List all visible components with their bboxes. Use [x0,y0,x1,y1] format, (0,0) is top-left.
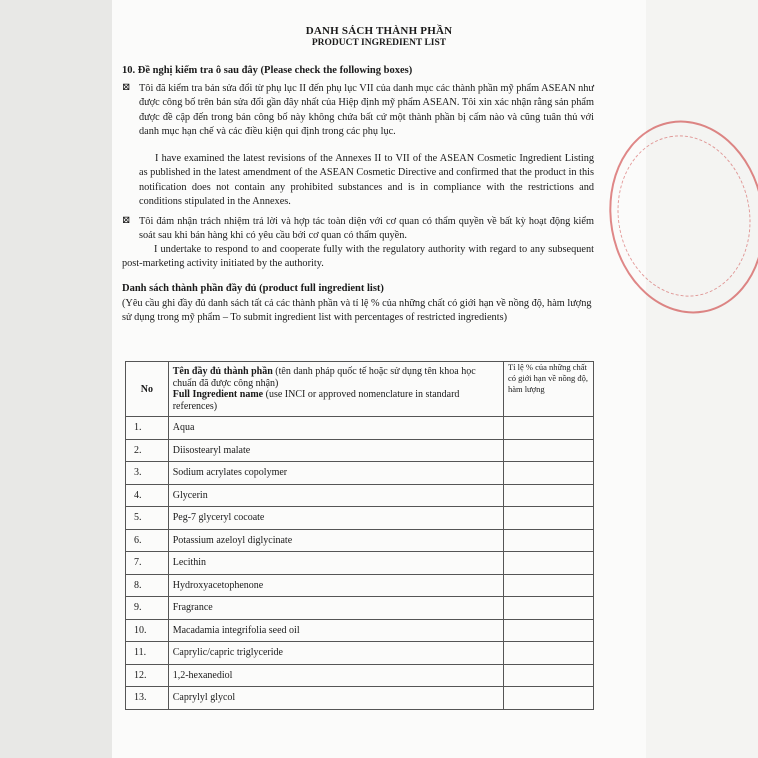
full-ingredient-list-heading: Danh sách thành phần đầy đủ (product full ingredient list) [122,283,384,294]
declaration-paragraph-2-vi: Tôi đảm nhận trách nhiệm trả lời và hợp tác toàn diện với cơ quan có thẩm quyền về bất kỳ hoạt động kiểm soát sau khi bán hàng khi có yêu cầu bởi cơ quan có thẩm quyền. [139,216,594,242]
header-no: No [126,362,169,417]
header-percentage: Tỉ lệ % của những chất có giới hạn về nồng độ, hàm lượng [503,362,593,417]
header-ingredient-name [168,362,503,417]
table-row [126,664,594,687]
table-row [126,507,594,530]
full-ingredient-list-note: (Yêu cầu ghi đầy đủ danh sách tất cả các thành phần và tỉ lệ % của những chất có giới hạn về nồng độ, hàm lượng sử dụng trong mỹ phẩm – To submit ingredient list with percentages of restricted ingredients) [122,298,592,324]
ingredient-percentage [503,597,593,620]
table-row [126,417,594,440]
table-row [126,619,594,642]
row-number: 3. [126,462,169,485]
ingredient-percentage [503,642,593,665]
ingredient-name: Aqua [168,417,503,440]
row-number: 8. [126,574,169,597]
adjacent-page-margin [646,0,758,758]
row-number: 11. [126,642,169,665]
row-number: 10. [126,619,169,642]
ingredient-percentage [503,484,593,507]
document-title: DANH SÁCH THÀNH PHẦN [305,25,453,37]
row-number: 6. [126,529,169,552]
ingredient-name: Caprylyl glycol [168,687,503,710]
document-subtitle: PRODUCT INGREDIENT LIST [311,38,447,48]
table-row [126,574,594,597]
row-number: 7. [126,552,169,575]
ingredient-percentage [503,462,593,485]
table-row [126,597,594,620]
header-name-vi-rest: (tên danh pháp quốc tế hoặc sử dụng tên khoa học chuẩn đã được công nhận) [172,366,476,389]
table-row [126,552,594,575]
ingredient-percentage [503,687,593,710]
row-number: 12. [126,664,169,687]
declaration-paragraph-2-en: I undertake to respond to and cooperate fully with the regulatory authority with regard to any subsequent post-marketing activity initiated by the authority. [122,244,594,270]
ingredient-name: Fragrance [168,597,503,620]
table-header-row [126,362,594,417]
table-row [126,462,594,485]
header-name-en-rest: (use INCI or approved nomenclature in standard references) [172,389,460,412]
row-number: 2. [126,439,169,462]
table-row [126,529,594,552]
ingredient-name: Glycerin [168,484,503,507]
row-number: 1. [126,417,169,440]
ingredient-name: Caprylic/capric triglyceride [168,642,503,665]
checked-box-icon[interactable]: ⊠ [122,215,131,226]
row-number: 9. [126,597,169,620]
header-name-vi-bold: Tên đầy đủ thành phần [172,366,273,377]
checked-box-icon[interactable]: ⊠ [122,82,131,93]
ingredient-percentage [503,619,593,642]
ingredient-name: Macadamia integrifolia seed oil [168,619,503,642]
ingredient-table [125,361,594,710]
header-name-en-bold: Full Ingredient name [172,389,264,400]
ingredient-name: 1,2-hexanediol [168,664,503,687]
ingredient-name: Potassium azeloyl diglycinate [168,529,503,552]
table-row [126,484,594,507]
row-number: 13. [126,687,169,710]
ingredient-name: Hydroxyacetophenone [168,574,503,597]
ingredient-percentage [503,529,593,552]
row-number: 5. [126,507,169,530]
declaration-paragraph-1-vi: Tôi đã kiểm tra bản sửa đổi từ phụ lục II đến phụ lục VII của danh mục các thành phần mỹ phẩm ASEAN như được công bố trên bản sửa đổi gần đây nhất của Hiệp định mỹ phẩm ASEAN. Tôi xin xác nhận rằng sản phẩm được đề cập đến trong bản công bố này không chứa bất cứ một thành phần bị cấm nào và cũng tuân thủ với danh mục hạn chế và các điều kiện qui định trong các phụ lục. [139,83,594,137]
ingredient-percentage [503,552,593,575]
ingredient-percentage [503,439,593,462]
ingredient-name: Diisostearyl malate [168,439,503,462]
ingredient-percentage [503,507,593,530]
ingredient-percentage [503,574,593,597]
ingredient-name: Lecithin [168,552,503,575]
ingredient-percentage [503,664,593,687]
ingredient-percentage [503,417,593,440]
row-number: 4. [126,484,169,507]
table-row [126,439,594,462]
table-row [126,642,594,665]
ingredient-name: Peg-7 glyceryl cocoate [168,507,503,530]
section-heading: 10. Đề nghị kiểm tra ô sau đây (Please check the following boxes) [122,65,413,76]
ingredient-name: Sodium acrylates copolymer [168,462,503,485]
table-row [126,687,594,710]
declaration-paragraph-1-en: I have examined the latest revisions of the Annexes II to VII of the ASEAN Cosmetic Ingredient Listing as published in the latest amendment of the ASEAN Cosmetic Directive and confirmed that the product in this notification does not contain any prohibited substances and is in compliance with the restrictions and conditions stipulated in the Annexes. [139,153,594,207]
